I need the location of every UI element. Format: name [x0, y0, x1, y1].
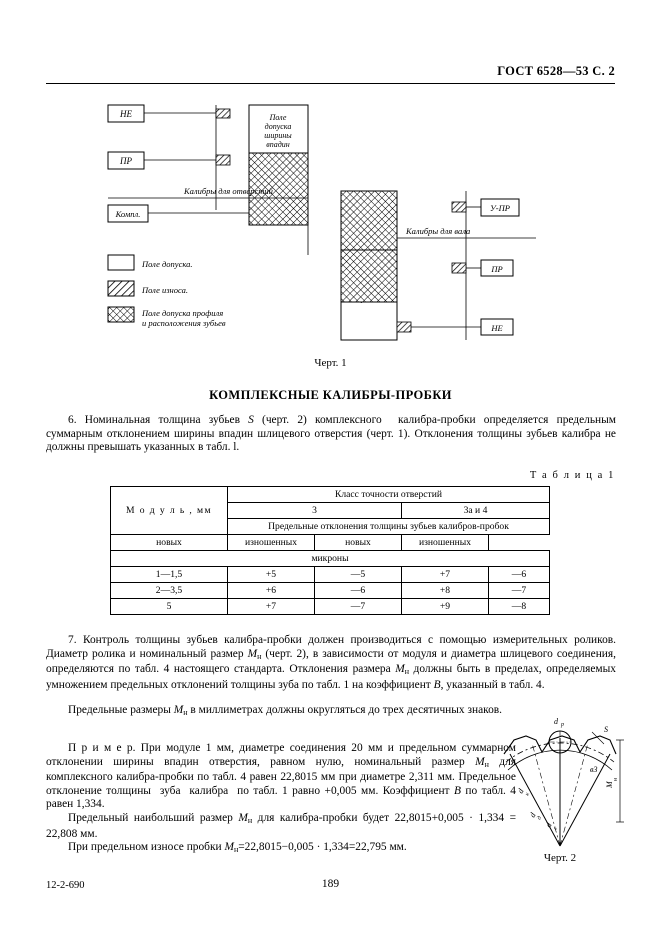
svg-text:Калибры для вала: Калибры для вала	[406, 226, 471, 236]
cell-value: —5	[315, 567, 402, 583]
table-row	[111, 599, 550, 615]
table-units-row: микроны	[111, 551, 550, 567]
cell-value: +7	[228, 599, 315, 615]
label-b3: в3	[590, 765, 598, 774]
table-col-modul: М о д у л ь , мм	[111, 487, 228, 535]
cell-value: —8	[489, 599, 550, 615]
table-row	[111, 567, 550, 583]
figure-1	[46, 95, 616, 345]
cell-value: +7	[402, 567, 489, 583]
cell-value: +6	[228, 583, 315, 599]
svg-text:ПР: ПР	[120, 156, 132, 166]
cell-modul: 1—1,5	[111, 567, 228, 583]
label-dp: d	[554, 717, 558, 726]
svg-text:впадин: впадин	[266, 140, 290, 149]
figure-1-caption: Черт. 1	[314, 357, 347, 369]
svg-text:НЕ: НЕ	[491, 323, 503, 333]
label-dk: d	[515, 787, 526, 795]
svg-text:Поле допуска профиля: Поле допуска профиля	[142, 308, 224, 318]
svg-text:Калибры для отверстий: Калибры для отверстий	[184, 186, 273, 196]
cell-value: —7	[315, 599, 402, 615]
table-1	[110, 486, 550, 615]
svg-text:Поле: Поле	[269, 113, 287, 122]
cell-modul: 2—3,5	[111, 583, 228, 599]
svg-text:Компл.: Компл.	[115, 209, 141, 219]
footer-left: 12-2-690	[46, 880, 85, 891]
svg-text:допуска: допуска	[264, 122, 292, 131]
label-dd: d	[527, 811, 538, 819]
svg-text:н: н	[613, 778, 619, 781]
header-rule	[46, 83, 615, 84]
label-s: S	[604, 725, 608, 734]
svg-text:и расположения зубьев: и расположения зубьев	[142, 318, 226, 328]
cell-value: +5	[228, 567, 315, 583]
svg-text:ПР: ПР	[491, 264, 503, 274]
label-dc: d	[543, 821, 554, 829]
cell-value: —6	[315, 583, 402, 599]
svg-text:р: р	[561, 722, 564, 728]
svg-text:к: к	[524, 791, 532, 797]
svg-text:У-ПР: У-ПР	[490, 203, 510, 213]
table-head-sub-0: новых	[111, 535, 228, 551]
table-head-span: Предельные отклонения толщины зубьев калибров-пробок	[228, 519, 550, 535]
svg-text:д: д	[536, 815, 544, 821]
cell-value: +9	[402, 599, 489, 615]
figure-2	[492, 710, 628, 850]
paragraph-8: Предельные размеры $M_н$ в миллиметрах должны округляться до трех десятичных знаков.	[68, 704, 503, 717]
table-head-class-3a4: 3а и 4	[402, 503, 550, 519]
cell-value: +8	[402, 583, 489, 599]
svg-text:ширины: ширины	[264, 131, 292, 140]
page-header: ГОСТ 6528—53 С. 2	[497, 64, 615, 78]
table-row	[111, 583, 550, 599]
label-mn: M	[605, 781, 614, 788]
svg-text:Поле износа.: Поле износа.	[142, 285, 188, 295]
svg-text:Поле допуска.: Поле допуска.	[142, 259, 193, 269]
table-head-class: Класс точности отверстий	[228, 487, 550, 503]
figure-2-caption: Черт. 2	[543, 852, 577, 864]
table-head-sub-2: новых	[315, 535, 402, 551]
table-label: Т а б л и ц а 1	[529, 470, 615, 481]
paragraph-7: 7. Контроль толщины зубьев калибра-пробки должен производиться с помощью измерительных роликов. Диаметр ролика и номинальный размер $M_н$ (черт. 2), в зависимости от модуля и диаметра шлицевого соединения, определяются по табл. 4 настоящего стандарта. Отклонения размера $M_н$ должны быть в пределах, определяемых умножением предельных отклонений толщины зуба по табл. 1 на коэффициент B, указанный в табл. 4.	[46, 634, 616, 691]
paragraph-example: П р и м е р. При модуле 1 мм, диаметре соединения 20 мм и предельном суммарном отклонении ширины впадин отверстия, равном нулю, номинальный размер $M_н$ для комплексного калибра-пробки по табл. 4 равен 22,8015 мм при диаметре 2,311 мм. Предельное отклонение толщины зуба калибра по табл. 1 равно +0,005 мм. Коэффициент B по табл. 4 равен 1,334. Предельный наибольший размер $M_н$ для калибра-пробки будет 22,8015+0,005 · 1,334 = 22,808 мм. При предельном износе пробки $M_н=22,8015-0,005 \cdot 1,334=22,795$ мм.	[46, 742, 516, 855]
table-head-class-3: 3	[228, 503, 402, 519]
svg-text:НЕ: НЕ	[120, 109, 132, 119]
section-title: КОМПЛЕКСНЫЕ КАЛИБРЫ-ПРОБКИ	[209, 388, 452, 402]
cell-value: —7	[489, 583, 550, 599]
page-number: 189	[321, 878, 340, 890]
paragraph-6: 6. Номинальная толщина зубьев S (черт. 2) комплексного калибра-пробки определяется предельным суммарным отклонением ширины впадин шлицевого отверстия (черт. 1). Отклонения толщины зубьев калибра не должны превышать указанных в табл. l.	[46, 414, 616, 454]
table-head-sub-3: изношенных	[402, 535, 489, 551]
table-head-sub-1: изношенных	[228, 535, 315, 551]
cell-value: —6	[489, 567, 550, 583]
cell-modul: 5	[111, 599, 228, 615]
svg-text:c: c	[552, 825, 560, 831]
